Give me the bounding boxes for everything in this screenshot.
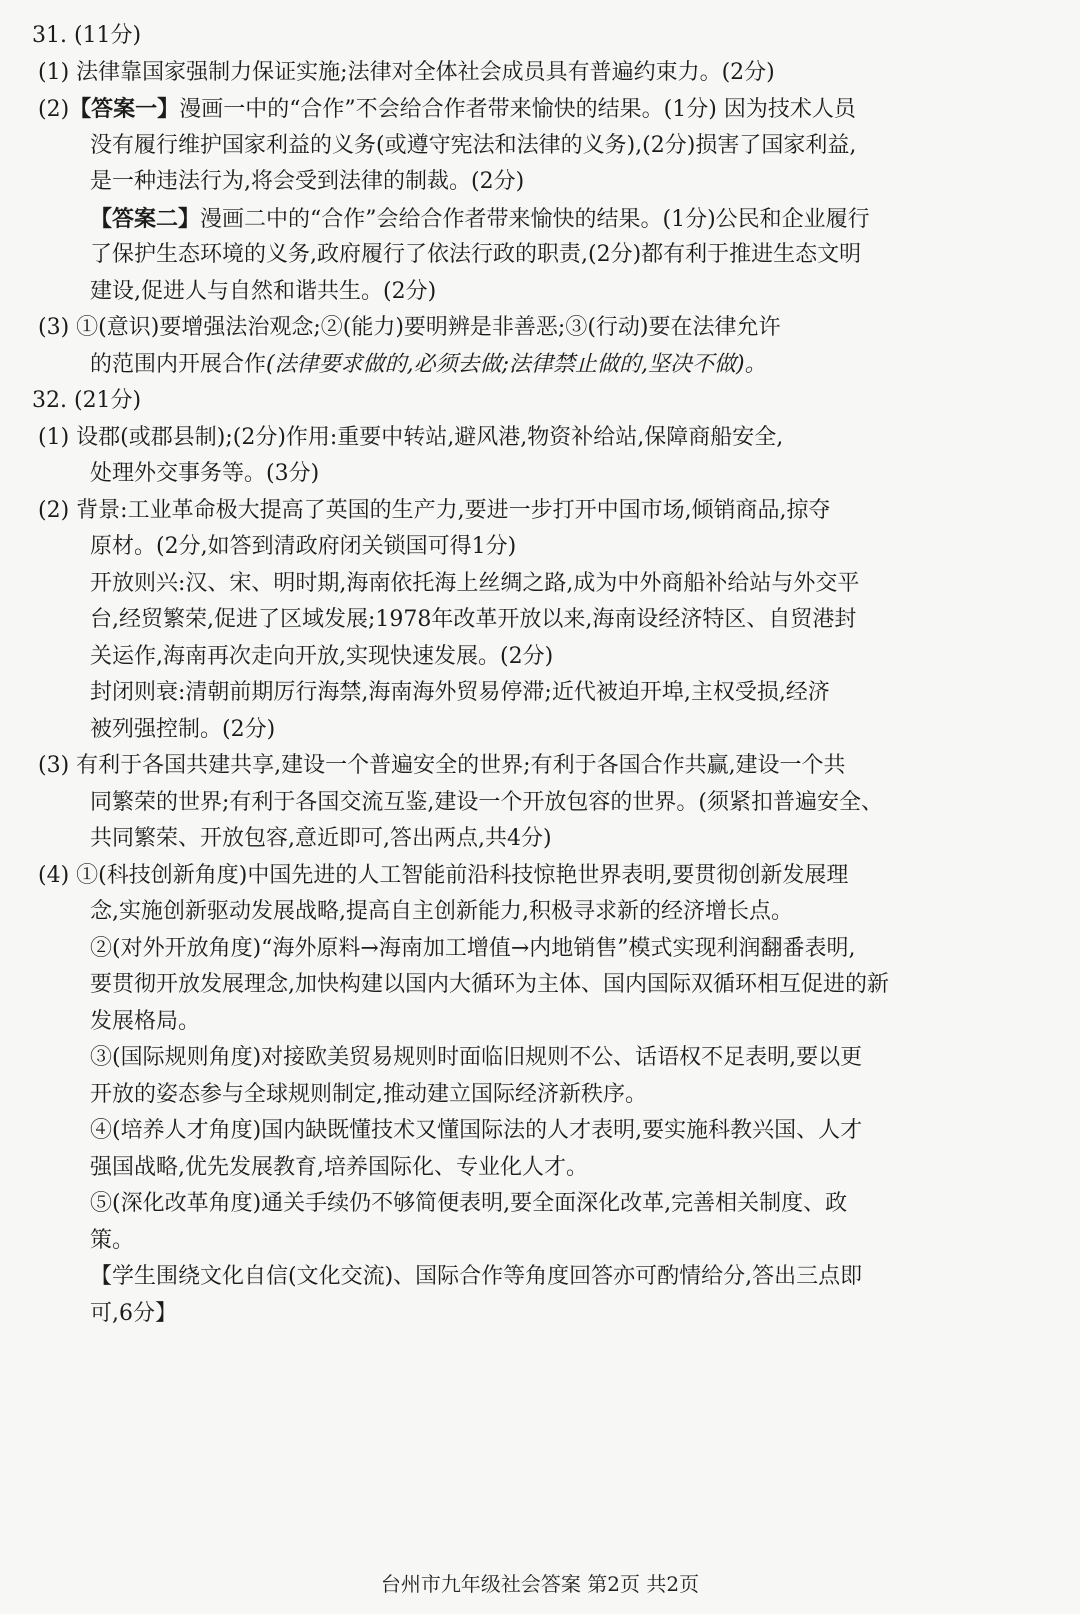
q31-part2-line2: 没有履行维护国家利益的义务(或遵守宪法和法律的义务),(2分)损害了国家利益,	[90, 132, 857, 158]
q31-part1: (1) 法律靠国家强制力保证实施;法律对全体社会成员具有普遍约束力。(2分)	[38, 59, 775, 85]
q32-part4-line4: 要贯彻开放发展理念,加快构建以国内大循环为主体、国内国际双循环相互促进的新	[90, 972, 889, 997]
q32-part1-line2: 处理外交事务等。(3分)	[90, 461, 320, 486]
q31-part2-line3: 是一种违法行为,将会受到法律的制裁。(2分)	[90, 169, 525, 194]
q32-part4-line5: 发展格局。	[90, 1008, 201, 1034]
answer-one-tag: 【答案一】	[69, 96, 180, 122]
q32-part2-line5: 关运作,海南再次走向开放,实现快速发展。(2分)	[90, 643, 554, 669]
answer-two-tag: 【答案二】	[90, 205, 201, 232]
q32-part2-line7: 被列强控制。(2分)	[90, 716, 276, 742]
q31-part2-line6: 建设,促进人与自然和谐共生。(2分)	[90, 278, 437, 304]
q32-part4-line7: 开放的姿态参与全球规则制定,推动建立国际经济新秩序。	[90, 1081, 647, 1107]
q31-header: 31. (11分)	[32, 23, 142, 48]
q32-part1-line1: (1) 设郡(或郡县制);(2分)作用:重要中转站,避风港,物资补给站,保障商船安全,	[38, 424, 784, 450]
q31-part2-number: (2)	[38, 97, 70, 122]
q32-part3-line2: 同繁荣的世界;有利于各国交流互鉴,建设一个开放包容的世界。(须紧扣普遍安全、	[90, 789, 883, 815]
q32-part4-line10: ⑤(深化改革角度)通关手续仍不够简便表明,要全面深化改革,完善相关制度、政	[90, 1191, 848, 1216]
q32-part4-line1: (4) ①(科技创新角度)中国先进的人工智能前沿科技惊艳世界表明,要贯彻创新发展理	[38, 862, 849, 888]
answer-content	[0, 18, 1060, 1332]
q31-part3-line1: (3) ①(意识)要增强法治观念;②(能力)要明辨是非善恶;③(行动)要在法律允许	[38, 315, 781, 340]
q31-part2-text4: 漫画二中的“合作”会给合作者带来愉快的结果。(1分)公民和企业履行	[200, 206, 870, 232]
q31-part2-line1	[0, 91, 1060, 128]
q31-part3-text2a: 的范围内开展合作	[90, 351, 267, 377]
q32-part4-line3: ②(对外开放角度)“海外原料→海南加工增值→内地销售”模式实现利润翻番表明,	[90, 935, 856, 961]
q32-part2-line3: 开放则兴:汉、宋、明时期,海南依托海上丝绸之路,成为中外商船补给站与外交平	[90, 570, 860, 596]
q31-part3-text2b: (法律要求做的,必须去做;法律禁止做的,坚决不做)。	[266, 351, 767, 377]
q32-part2-line6: 封闭则衰:清朝前期厉行海禁,海南海外贸易停滞;近代被迫开埠,主权受损,经济	[90, 680, 830, 705]
grading-note-line1: 【学生围绕文化自信(文化交流)、国际合作等角度回答亦可酌情给分,答出三点即	[90, 1264, 863, 1289]
q32-part4-line9: 强国战略,优先发展教育,培养国际化、专业化人才。	[90, 1154, 588, 1180]
q32-part4-line2: 念,实施创新驱动发展战略,提高自主创新能力,积极寻求新的经济增长点。	[90, 899, 793, 924]
q32-part4-line8: ④(培养人才角度)国内缺既懂技术又懂国际法的人才表明,要实施科教兴国、人才	[90, 1118, 863, 1143]
q32-part3-line3: 共同繁荣、开放包容,意近即可,答出两点,共4分)	[90, 826, 552, 851]
q32-part2-line4: 台,经贸繁荣,促进了区域发展;1978年改革开放以来,海南设经济特区、自贸港封	[90, 607, 857, 632]
q32-part4-line11: 策。	[90, 1227, 135, 1253]
q31-part2-line4	[0, 201, 1060, 238]
q32-part3-line1: (3) 有利于各国共建共享,建设一个普遍安全的世界;有利于各国合作共赢,建设一个共	[38, 753, 846, 778]
q32-header: 32. (21分)	[32, 388, 142, 413]
q32-part4-line6: ③(国际规则角度)对接欧美贸易规则时面临旧规则不公、话语权不足表明,要以更	[90, 1045, 863, 1070]
page-footer: 台州市九年级社会答案 第2页 共2页	[380, 1572, 700, 1596]
q32-part2-line1: (2) 背景:工业革命极大提高了英国的生产力,要进一步打开中国市场,倾销商品,掠夺	[38, 497, 831, 523]
grading-note-line2: 可,6分】	[90, 1300, 177, 1326]
q31-part3-line2	[0, 347, 1060, 384]
q32-part2-line2: 原材。(2分,如答到清政府闭关锁国可得1分)	[90, 534, 517, 559]
q31-part2-line5: 了保护生态环境的义务,政府履行了依法行政的职责,(2分)都有利于推进生态文明	[90, 242, 862, 267]
q31-part2-text1: 漫画一中的“合作”不会给合作者带来愉快的结果。(1分) 因为技术人员	[179, 97, 856, 122]
